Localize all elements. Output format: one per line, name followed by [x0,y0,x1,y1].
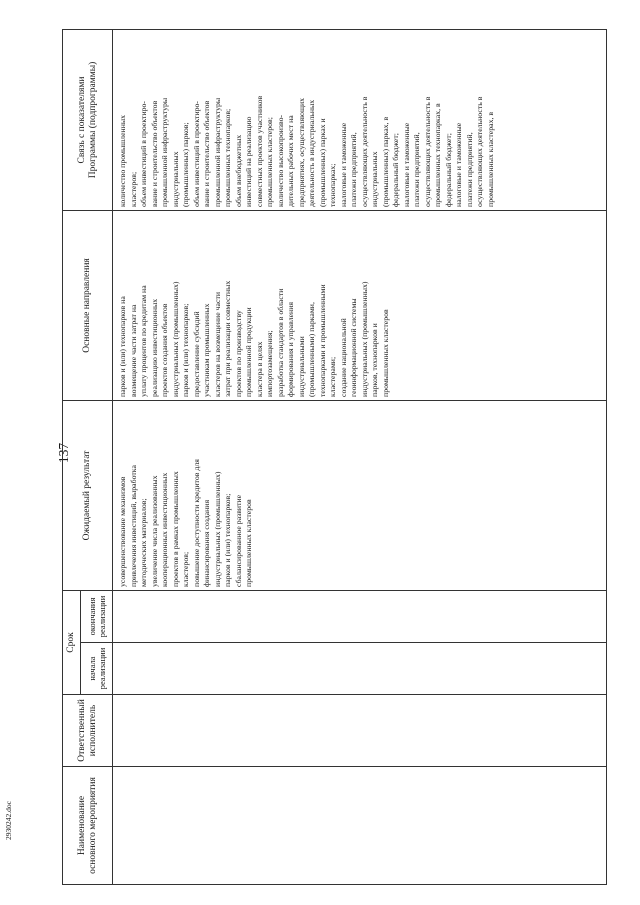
cell-executor [113,695,607,767]
rotated-table-container [62,30,607,885]
header-executor: Ответственный исполнитель [63,695,113,767]
header-indicators-link: Связь с показателями Программы (подпрограммы) [63,29,113,210]
header-expected-result: Ожидаемый результат [63,400,113,590]
header-main-directions: Основные направления [63,210,113,400]
program-table-wrapper [62,30,607,885]
cell-term-end [113,590,607,642]
header-term-end: окончания реализации [81,590,113,642]
header-activity-name: Наименование основного мероприятия [63,767,113,885]
footer-document-id: 2930242.doc [4,801,13,840]
cell-term-start [113,643,607,695]
page-number: 137 [56,442,71,464]
cell-main-directions: парков и (или) технопарков на возмещение части затрат на уплату процентов по кредитам на реализацию инвестиционных проектов создания объектов индустриальных (промышленных) парков и (или) технопарков; предоставление субсидий участникам промышленных кластеров на возмещение части затрат при реализации совместных проектов по производству промышленной продукции кластера в целях импортозамещения; разработка стандартов в области формирования и управления индустриальными (промышленными) парками, технопарками и промышленными кластерами; создание национальной геоинформационной системы индустриальных (промышленных) парков, технопарков и промышленных кластеров [113,210,607,400]
table-row [113,29,607,884]
header-term: Срок [63,590,81,694]
header-term-start: начала реализации [81,643,113,695]
cell-activity-name [113,767,607,885]
cell-expected-result: усовершенствование механизмов привлечения инвестиций, выработка методических материалов; увеличение числа реализованных кооперационных инвестиционных проектов в рамках промышленных кластеров; повышение доступности кредитов для финансирования создания индустриальных (промышленных) парков и (или) технопарков; сбалансированное развитие промышленных кластеров [113,400,607,590]
cell-indicators-link: количество промышленных кластеров; объем инвестиций в проектиро- вание и строительство объектов промышленной инфраструктуры индустриальных (промышленных) парков; объем инвестиций в проектиро- вание и строительство объектов промышленной инфраструктуры промышленных технопарков; объем внебюджетных инвестиций на реализацию совместных проектов участников промышленных кластеров; количество высокопроизво- дительных рабочих мест на предприятиях, осуществляющих деятельность в индустриальных (промышленных) парках и технопарках; налоговые и таможенные платежи предприятий, осуществляющих деятельность в индустриальных (промышленных) парках, в федеральный бюджет; налоговые и таможенные платежи предприятий, осуществляющих деятельность в промышленных технопарках, в федеральный бюджет; налоговые и таможенные платежи предприятий, осуществляющих деятельность в промышленных кластерах, в [113,29,607,210]
program-activities-table [62,29,607,885]
